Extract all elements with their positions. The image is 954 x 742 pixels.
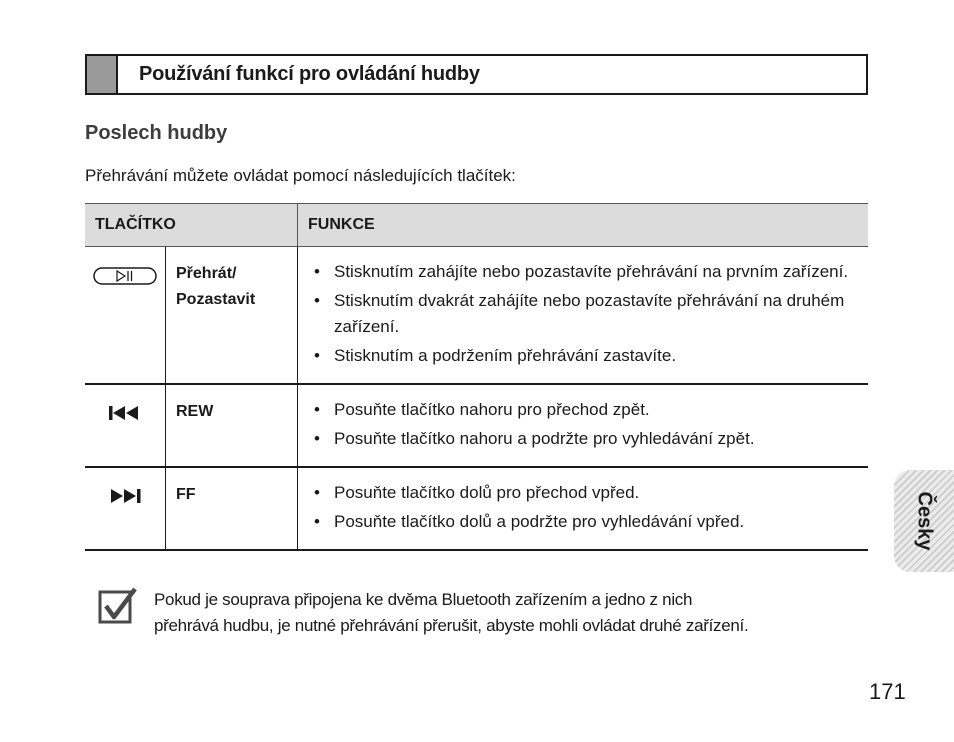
list-item: • Posuňte tlačítko nahoru pro přechod zpět. [312, 397, 858, 424]
button-name [166, 247, 298, 385]
function-cell [298, 467, 869, 550]
list-item: • Stisknutím zahájíte nebo pozastavíte přehrávání na prvním zařízení. [312, 259, 858, 286]
button-name: REW [166, 384, 298, 467]
note-line: Pokud je souprava připojena ke dvěma Bluetooth zařízením a jedno z nich [154, 590, 693, 609]
function-cell [298, 384, 869, 467]
list-item: • Stisknutím a podržením přehrávání zastavíte. [312, 343, 858, 370]
note-text [154, 587, 748, 639]
list-item: • Posuňte tlačítko nahoru a podržte pro vyhledávání zpět. [312, 426, 858, 453]
icon-cell [85, 247, 166, 385]
section-title: Používání funkcí pro ovládání hudby [139, 63, 480, 85]
icon-cell [85, 384, 166, 467]
table-row [85, 247, 868, 385]
table-row [85, 384, 868, 467]
rewind-icon [108, 405, 142, 421]
list-item: • Posuňte tlačítko dolů pro přechod vpřed. [312, 480, 858, 507]
subheading: Poslech hudby [85, 122, 228, 144]
note-line: přehrává hudbu, je nutné přehrávání přerušit, abyste mohli ovládat druhé zařízení. [154, 616, 749, 635]
table-header-row [85, 204, 868, 247]
play-pause-icon [93, 267, 157, 285]
button-name-line1: Přehrát/ [176, 265, 237, 282]
fast-forward-icon [108, 488, 142, 504]
function-cell [298, 247, 869, 385]
icon-cell [85, 467, 166, 550]
intro-text: Přehrávání můžete ovládat pomocí následujících tlačítek: [85, 166, 516, 185]
page-number: 171 [869, 679, 906, 704]
controls-table [85, 203, 868, 551]
language-tab-label: Česky [913, 491, 936, 551]
list-item: • Stisknutím dvakrát zahájíte nebo pozastavíte přehrávání na druhém zařízení. [312, 288, 858, 341]
list-item: • Posuňte tlačítko dolů a podržte pro vyhledávání vpřed. [312, 509, 858, 536]
section-header-marker [87, 56, 118, 93]
language-tab [894, 470, 954, 572]
button-name-line2: Pozastavit [176, 291, 256, 308]
section-header [85, 54, 868, 95]
button-name: FF [166, 467, 298, 550]
checkbox-note-icon [98, 586, 138, 626]
table-row [85, 467, 868, 550]
header-function: FUNKCE [298, 204, 869, 247]
header-button: TLAČÍTKO [85, 204, 298, 247]
